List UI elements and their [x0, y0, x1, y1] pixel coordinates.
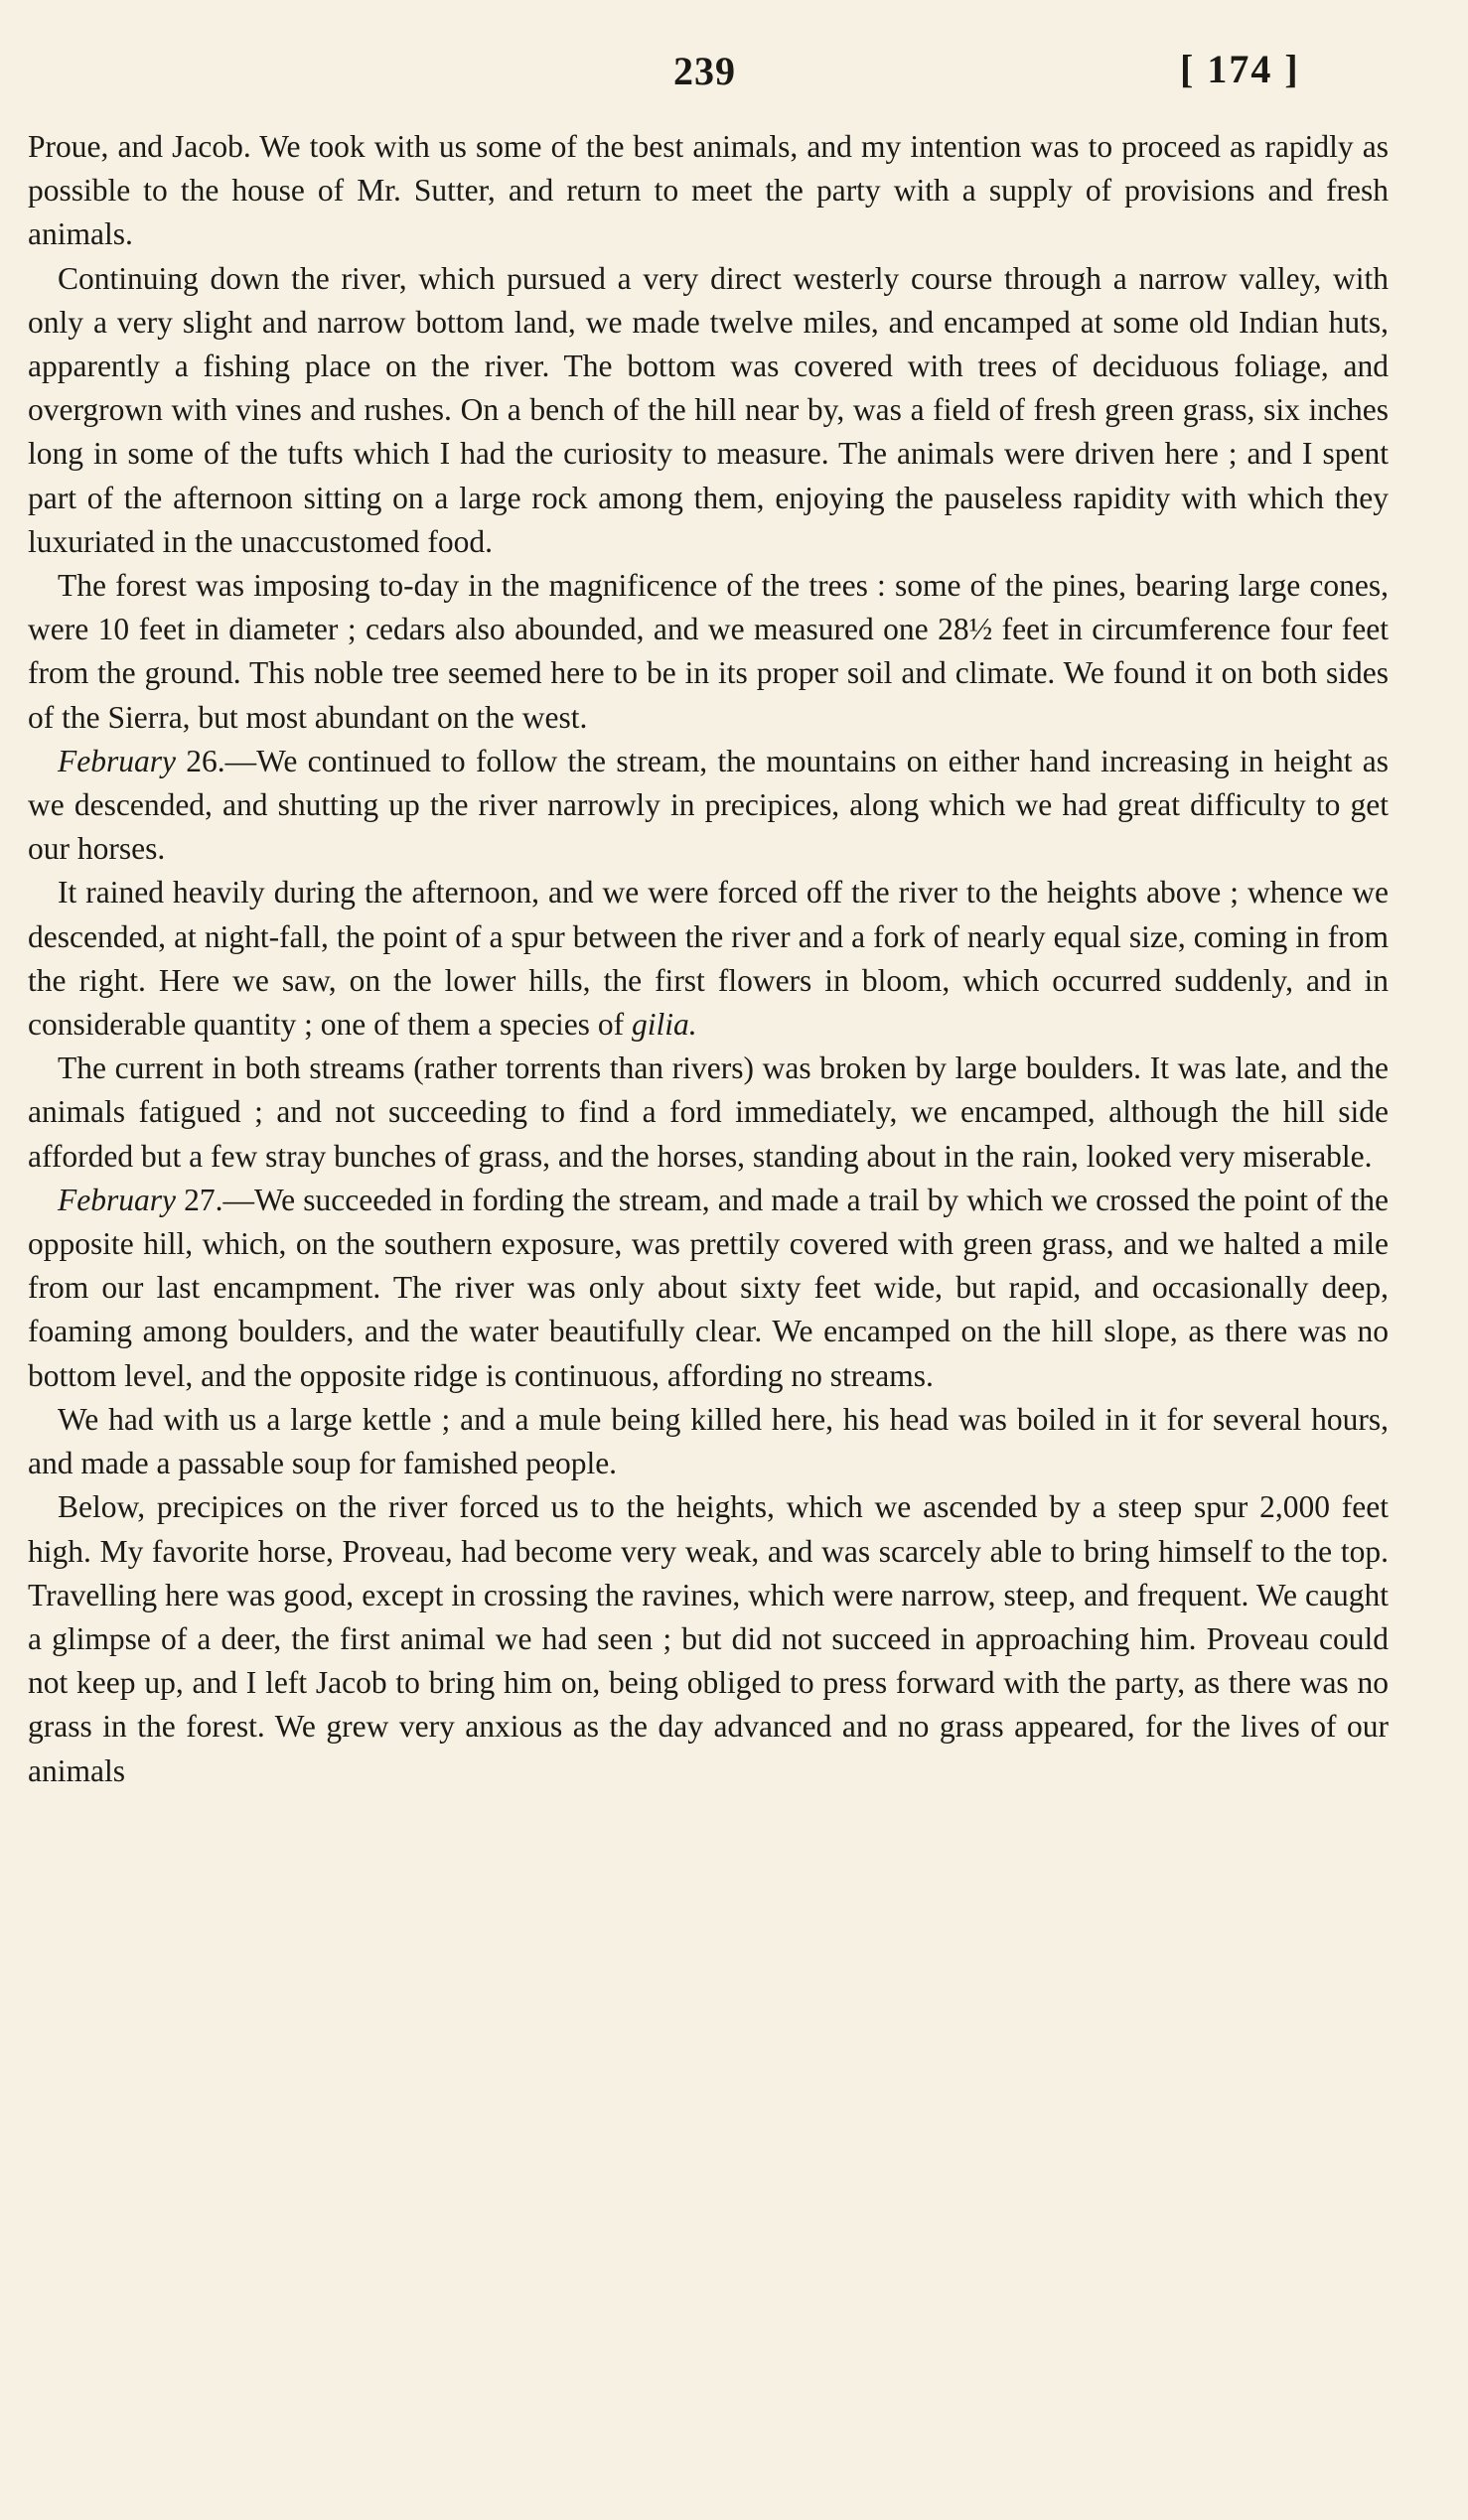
- document-number: [ 174 ]: [1180, 47, 1300, 91]
- page-header: [28, 40, 1389, 105]
- paragraph-text: Proue, and Jacob. We took with us some of the best animals, and my intention was to proceed as rapidly as possible to the house of Mr. Sutter, and return to meet the party with a supply of provisions and fresh animals.: [28, 129, 1389, 252]
- paragraph-text: 26.—We continued to follow the stream, the mountains on either hand increasing in height as we descended, and shutting up the river narrowly in precipices, along which we had great difficulty to get our horses.: [28, 743, 1389, 867]
- paragraph-8: [28, 1398, 1389, 1485]
- species-name: gilia.: [631, 1007, 697, 1043]
- body-text: [28, 125, 1389, 1793]
- paragraph-4: [28, 740, 1389, 872]
- paragraph-1: [28, 125, 1389, 257]
- paragraph-6: [28, 1047, 1389, 1179]
- date-lead: February: [58, 1182, 176, 1217]
- paragraph-text: The current in both streams (rather torrents than rivers) was broken by large boulders. It was late, and the animals fatigued ; and not succeeding to find a ford immediately, we encamped, although the hill side afforded but a few stray bunches of grass, and the horses, standing about in the rain, looked very miserable.: [28, 1050, 1389, 1174]
- paragraph-text: Continuing down the river, which pursued a very direct westerly course through a narrow valley, with only a very slight and narrow bottom land, we made twelve miles, and encamped at some old Indian huts, apparently a fishing place on the river. The bottom was covered with trees of deciduous foliage, and overgrown with vines and rushes. On a bench of the hill near by, was a field of fresh green grass, six inches long in some of the tufts which I had the curiosity to measure. The animals were driven here ; and I spent part of the afternoon sitting on a large rock among them, enjoying the pauseless rapidity with which they luxuriated in the unaccustomed food.: [28, 260, 1389, 559]
- paragraph-7: [28, 1179, 1389, 1398]
- paragraph-2: [28, 257, 1389, 564]
- date-lead: February: [58, 743, 176, 778]
- paragraph-5: [28, 871, 1389, 1047]
- paragraph-text: Below, precipices on the river forced us to the heights, which we ascended by a steep spur 2,000 feet high. My favorite horse, Proveau, had become very weak, and was scarcely able to bring himself to the top. Travelling here was good, except in crossing the ravines, which were narrow, steep, and frequent. We caught a glimpse of a deer, the first animal we had seen ; but did not succeed in approaching him. Proveau could not keep up, and I left Jacob to bring him on, being obliged to press forward with the party, as there was no grass in the forest. We grew very anxious as the day advanced and no grass appeared, for the lives of our animals: [28, 1489, 1389, 1788]
- paragraph-9: [28, 1485, 1389, 1792]
- paragraph-text: The forest was imposing to-day in the magnificence of the trees : some of the pines, bearing large cones, were 10 feet in diameter ; cedars also abounded, and we measured one 28½ feet in circumference four feet from the ground. This noble tree seemed here to be in its proper soil and climate. We found it on both sides of the Sierra, but most abundant on the west.: [28, 568, 1389, 735]
- paragraph-3: [28, 564, 1389, 740]
- page-number: 239: [673, 49, 736, 93]
- paragraph-text: 27.—We succeeded in fording the stream, and made a trail by which we crossed the point of the opposite hill, which, on the southern exposure, was prettily covered with green grass, and we halted a mile from our last encampment. The river was only about sixty feet wide, but rapid, and occasionally deep, foaming among boulders, and the water beautifully clear. We encamped on the hill slope, as there was no bottom level, and the opposite ridge is continuous, affording no streams.: [28, 1182, 1389, 1393]
- paragraph-text: We had with us a large kettle ; and a mule being killed here, his head was boiled in it for several hours, and made a passable soup for famished people.: [28, 1401, 1389, 1481]
- paragraph-text: It rained heavily during the afternoon, and we were forced off the river to the heights above ; whence we descended, at night-fall, the point of a spur between the river and a fork of nearly equal size, coming in from the right. Here we saw, on the lower hills, the first flowers in bloom, which occurred suddenly, and in considerable quantity ; one of them a species of: [28, 875, 1389, 1043]
